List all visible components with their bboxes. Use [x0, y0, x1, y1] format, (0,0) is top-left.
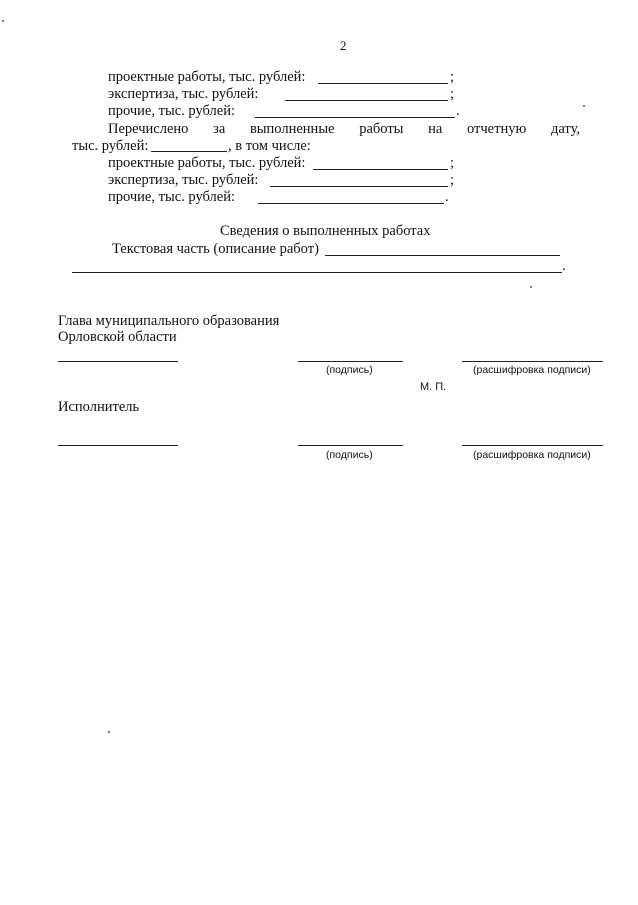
- payment-design-field[interactable]: [318, 83, 448, 84]
- executor-position-field[interactable]: [58, 445, 178, 446]
- payment-other-field[interactable]: [255, 117, 455, 118]
- scan-speck: [583, 105, 585, 107]
- payment-expertise-field[interactable]: [285, 100, 448, 101]
- page-number: 2: [340, 38, 347, 53]
- stamp-place: М. П.: [420, 381, 447, 393]
- transferred-design-end: ;: [450, 155, 455, 171]
- head-position-field[interactable]: [58, 361, 178, 362]
- payment-expertise-end: ;: [450, 86, 455, 102]
- executor-label: Исполнитель: [58, 399, 140, 415]
- payment-design-end: ;: [450, 69, 455, 85]
- head-title-line2: Орловской области: [58, 329, 177, 345]
- head-title-line1: Глава муниципального образования: [58, 313, 280, 329]
- works-end: .: [562, 258, 566, 274]
- transferred-total-field[interactable]: [151, 151, 227, 152]
- transferred-expertise-field[interactable]: [270, 186, 448, 187]
- head-decoding-field[interactable]: [462, 361, 603, 362]
- payment-other-label: прочие, тыс. рублей:: [108, 103, 235, 119]
- works-text-field[interactable]: [325, 255, 560, 256]
- payment-other-end: .: [456, 103, 460, 119]
- works-text-label: Текстовая часть (описание работ): [112, 241, 319, 257]
- transferred-suffix: , в том числе:: [228, 138, 311, 154]
- scan-speck: [530, 286, 532, 288]
- executor-signature-field[interactable]: [298, 445, 403, 446]
- transferred-prefix: тыс. рублей:: [72, 138, 149, 154]
- scan-speck: [2, 20, 4, 22]
- works-title: Сведения о выполненных работах: [220, 223, 431, 239]
- head-decoding-caption: (расшифровка подписи): [473, 364, 591, 376]
- transferred-design-field[interactable]: [313, 169, 448, 170]
- transferred-other-field[interactable]: [258, 203, 444, 204]
- transferred-design-label: проектные работы, тыс. рублей:: [108, 155, 306, 171]
- transferred-expertise-label: экспертиза, тыс. рублей:: [108, 172, 259, 188]
- transferred-first-line: Перечислено за выполненные работы на отчетную дату,: [108, 121, 580, 137]
- head-signature-field[interactable]: [298, 361, 403, 362]
- transferred-expertise-end: ;: [450, 172, 455, 188]
- executor-signature-caption: (подпись): [326, 449, 373, 461]
- head-signature-caption: (подпись): [326, 364, 373, 376]
- transferred-other-end: .: [445, 189, 449, 205]
- scan-speck: [108, 731, 110, 733]
- transferred-other-label: прочие, тыс. рублей:: [108, 189, 235, 205]
- executor-decoding-field[interactable]: [462, 445, 603, 446]
- works-text-field-continued[interactable]: [72, 272, 562, 273]
- payment-design-label: проектные работы, тыс. рублей:: [108, 69, 306, 85]
- executor-decoding-caption: (расшифровка подписи): [473, 449, 591, 461]
- payment-expertise-label: экспертиза, тыс. рублей:: [108, 86, 259, 102]
